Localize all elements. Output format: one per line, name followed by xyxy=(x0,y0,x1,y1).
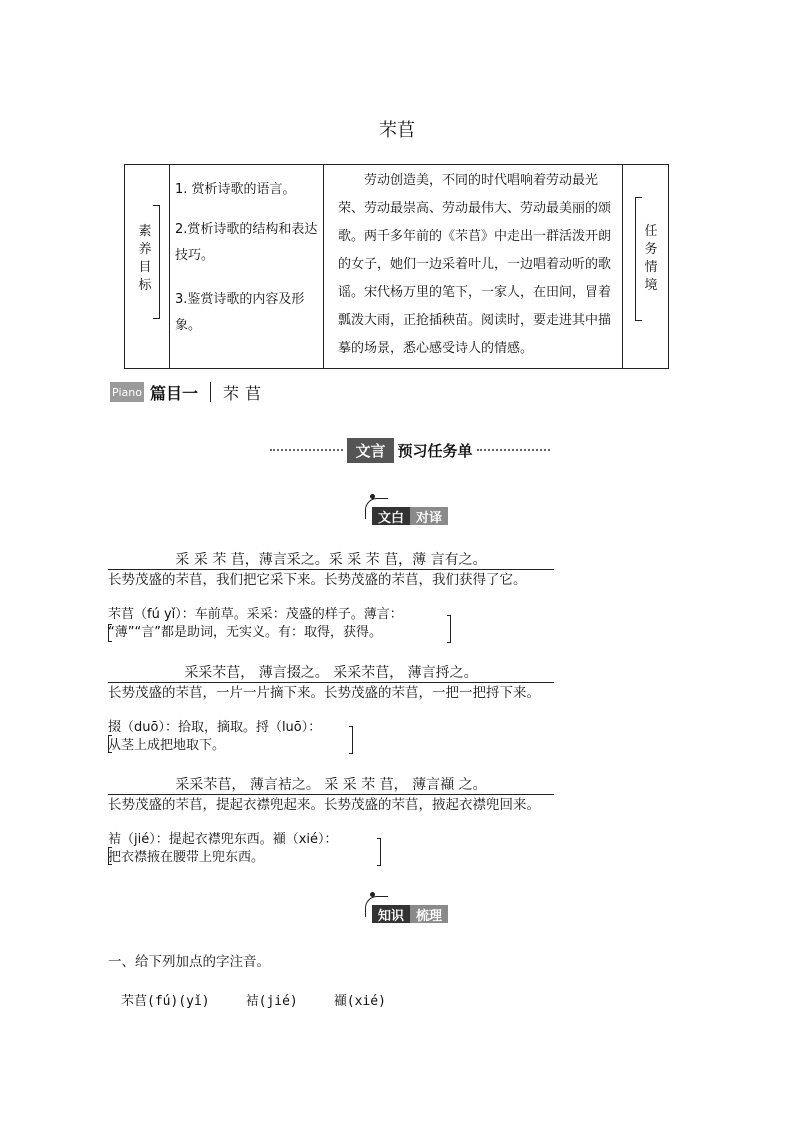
chapter-logo: Piano xyxy=(110,382,144,402)
note-line: 把衣襟掖在腰带上兜东西。 xyxy=(108,850,265,865)
question-heading: 一、给下列加点的字注音。 xyxy=(108,954,270,970)
badge-zhishi xyxy=(372,905,448,923)
note-bracket-right xyxy=(447,615,451,643)
task-label: 任务情境 xyxy=(644,224,658,293)
original-line: 采采芣苢， 薄言袺之。 采 采 芣 苢， 薄言襭 之。 xyxy=(175,777,487,793)
objective-item: 3.鉴赏诗歌的内容及形象。 xyxy=(175,292,305,333)
chapter-heading xyxy=(110,381,267,403)
badge-dot xyxy=(370,494,375,499)
objective-item: 1. 赏析诗歌的语言。 xyxy=(175,182,296,197)
objectives-label: 素养目标 xyxy=(138,224,152,293)
note-line: 袺（jié）：提起衣襟兜东西。襭（xié）： xyxy=(108,832,338,847)
task-text: 劳动创造美，不同的时代唱响着劳动最光荣、劳动最崇高、劳动最伟大、劳动最美丽的颂歌。两千多年前的《芣苢》中走出一群活泼开朗的女子，她们一边采着叶儿，一边唱着动听的歌谣。宋代杨万里的笔下，一家人，在田间，冒着瓢泼大雨，正抢插秧苗。阅读时，要走进其中描摹的场景，悉心感受诗人的情感。 xyxy=(338,173,612,356)
badge-wenbai xyxy=(372,507,448,525)
note-bracket-left xyxy=(108,624,112,642)
note-bracket-left xyxy=(108,847,112,865)
task-brace xyxy=(635,197,642,321)
dotted-rule xyxy=(477,449,550,451)
badge-left: 文白 xyxy=(372,507,410,525)
original-line: 采采芣苢， 薄言掇之。 采采芣苢， 薄言捋之。 xyxy=(184,665,478,681)
divider xyxy=(210,382,211,402)
objective-item: 2.赏析诗歌的结构和表达技巧。 xyxy=(175,222,318,263)
note-bracket-left xyxy=(108,735,112,753)
section-tag: 文言 xyxy=(347,438,393,463)
question-item: 袺(jié) xyxy=(245,994,298,1009)
note-bracket-right xyxy=(349,726,353,754)
note-bracket-right xyxy=(377,838,381,866)
dotted-rule xyxy=(270,449,343,451)
page-title: 芣苢 xyxy=(379,120,415,141)
objectives-table xyxy=(124,164,669,369)
chapter-name: 芣苢 xyxy=(223,383,268,403)
question-item: 襭(xié) xyxy=(333,994,386,1009)
translation-line: 长势茂盛的芣苢，我们把它采下来。长势茂盛的芣苢，我们获得了它。 xyxy=(108,569,554,590)
section-bar xyxy=(270,437,550,463)
badge-right: 梳理 xyxy=(410,905,448,923)
question-items xyxy=(121,990,386,1009)
note-line: 掇（duō）：拾取，摘取。捋（luō）： xyxy=(108,720,322,735)
note-line: 从茎上成把地取下。 xyxy=(108,738,226,753)
question-item: 芣苢(fú)(yǐ) xyxy=(121,994,210,1009)
note-line: 芣苢（fú yǐ）：车前草。采采：茂盛的样子。薄言： xyxy=(108,607,403,622)
section-title: 预习任务单 xyxy=(397,441,473,460)
badge-right: 对译 xyxy=(410,507,448,525)
translation-line: 长势茂盛的芣苢，一片一片摘下来。长势茂盛的芣苢，一把一把捋下来。 xyxy=(108,682,554,703)
chapter-label: 篇目一 xyxy=(150,383,199,403)
objectives-brace xyxy=(153,205,160,319)
note-line: “薄”“言”都是助词，无实义。有：取得，获得。 xyxy=(108,625,382,640)
badge-dot xyxy=(370,892,375,897)
translation-line: 长势茂盛的芣苢，提起衣襟兜起来。长势茂盛的芣苢，掖起衣襟兜回来。 xyxy=(108,794,554,815)
original-line: 采 采 芣 苢，薄言采之。采 采 芣 苢，薄 言有之。 xyxy=(175,552,487,568)
badge-left: 知识 xyxy=(372,905,410,923)
